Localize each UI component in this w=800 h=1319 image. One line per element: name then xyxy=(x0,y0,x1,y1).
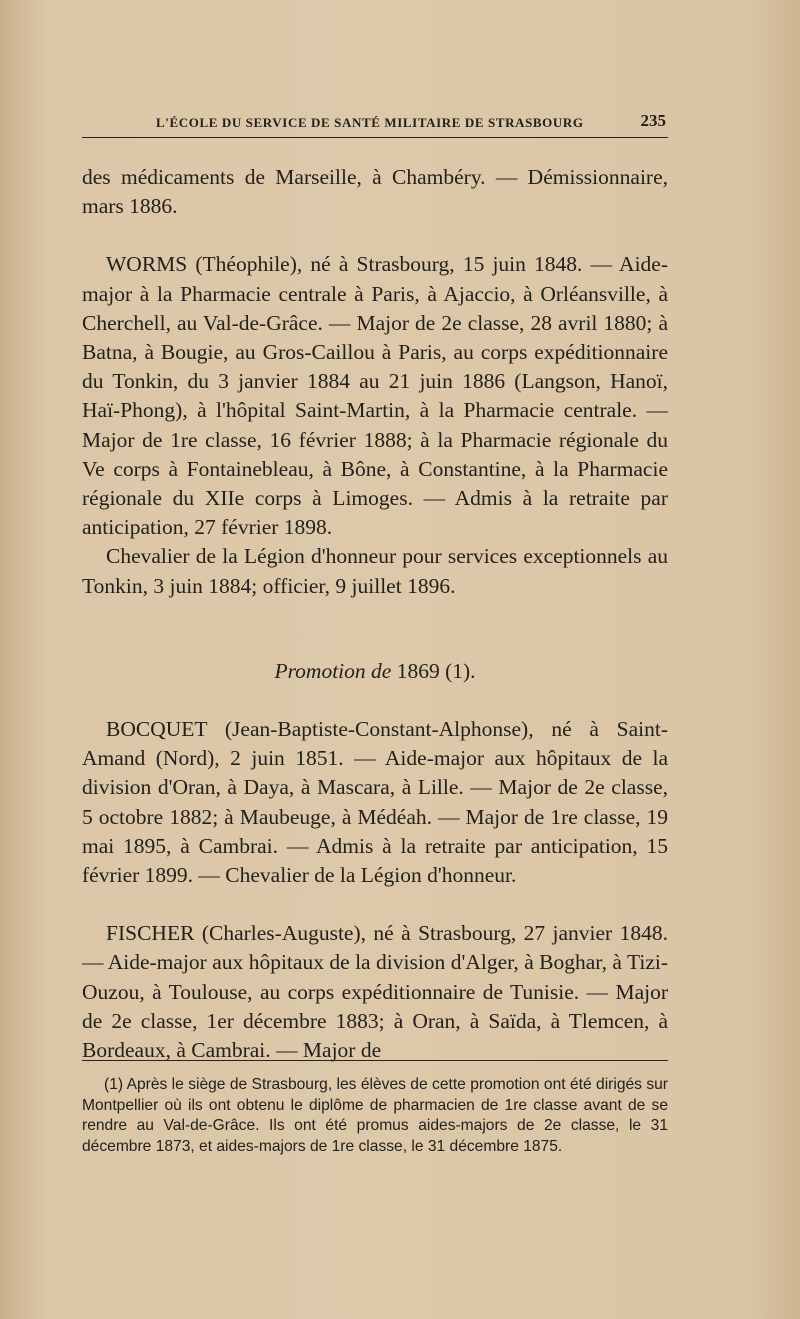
body-text xyxy=(82,163,668,1065)
section-heading-italic: Promotion de xyxy=(274,658,392,683)
section-heading xyxy=(82,657,668,686)
footnote xyxy=(82,1075,668,1157)
paragraph-continued: des médicaments de Marseille, à Chambéry. — Démissionnaire, mars 1886. xyxy=(82,165,668,219)
page-header xyxy=(82,113,668,138)
running-title: L'ÉCOLE DU SERVICE DE SANTÉ MILITAIRE DE STRASBOURG xyxy=(156,115,584,130)
footnote-divider xyxy=(82,1060,668,1061)
paragraph-worms-honours: Chevalier de la Légion d'honneur pour services exceptionnels au Tonkin, 3 juin 1884; officier, 9 juillet 1896. xyxy=(82,544,668,598)
footnote-text: (1) Après le siège de Strasbourg, les élèves de cette promotion ont été dirigés sur Montpellier où ils ont obtenu le diplôme de pharmacien de 1re classe avant de se rendre au Val-de-Grâce. Ils ont été promus aides-majors de 2e classe, le 31 décembre 1873, et aides-majors de 1re classe, le 31 décembre 1875. xyxy=(82,1076,668,1155)
section-heading-year: 1869 (1). xyxy=(396,658,476,683)
paragraph-bocquet: BOCQUET (Jean-Baptiste-Constant-Alphonse), né à Saint-Amand (Nord), 2 juin 1851. — Aide-major aux hôpitaux de la division d'Oran, à Daya, à Mascara, à Lille. — Major de 2e classe, 5 octobre 1882; à Maubeuge, à Médéah. — Major de 1re classe, 19 mai 1895, à Cambrai. — Admis à la retraite par anticipation, 15 février 1899. — Chevalier de la Légion d'honneur. xyxy=(82,717,668,888)
paragraph-fischer: FISCHER (Charles-Auguste), né à Strasbourg, 27 janvier 1848. — Aide-major aux hôpitaux de la division d'Alger, à Boghar, à Tizi-Ouzou, à Toulouse, au corps expéditionnaire de Tunisie. — Major de 2e classe, 1er décembre 1883; à Oran, à Saïda, à Tlemcen, à Bordeaux, à Cambrai. — Major de xyxy=(82,921,668,1063)
paragraph-worms: WORMS (Théophile), né à Strasbourg, 15 juin 1848. — Aide-major à la Pharmacie centrale à Paris, à Ajaccio, à Orléansville, à Cherchell, au Val-de-Grâce. — Major de 2e classe, 28 avril 1880; à Batna, à Bougie, au Gros-Caillou à Paris, au corps expéditionnaire du Tonkin, du 3 janvier 1884 au 21 juin 1886 (Langson, Hanoï, Haï-Phong), à l'hôpital Saint-Martin, à la Pharmacie centrale. — Major de 1re classe, 16 février 1888; à la Pharmacie régionale du Ve corps à Fontainebleau, à Bône, à Constantine, à la Pharmacie régionale du XIIe corps à Limoges. — Admis à la retraite par anticipation, 27 février 1898. xyxy=(82,252,668,540)
page-number: 235 xyxy=(640,111,666,130)
